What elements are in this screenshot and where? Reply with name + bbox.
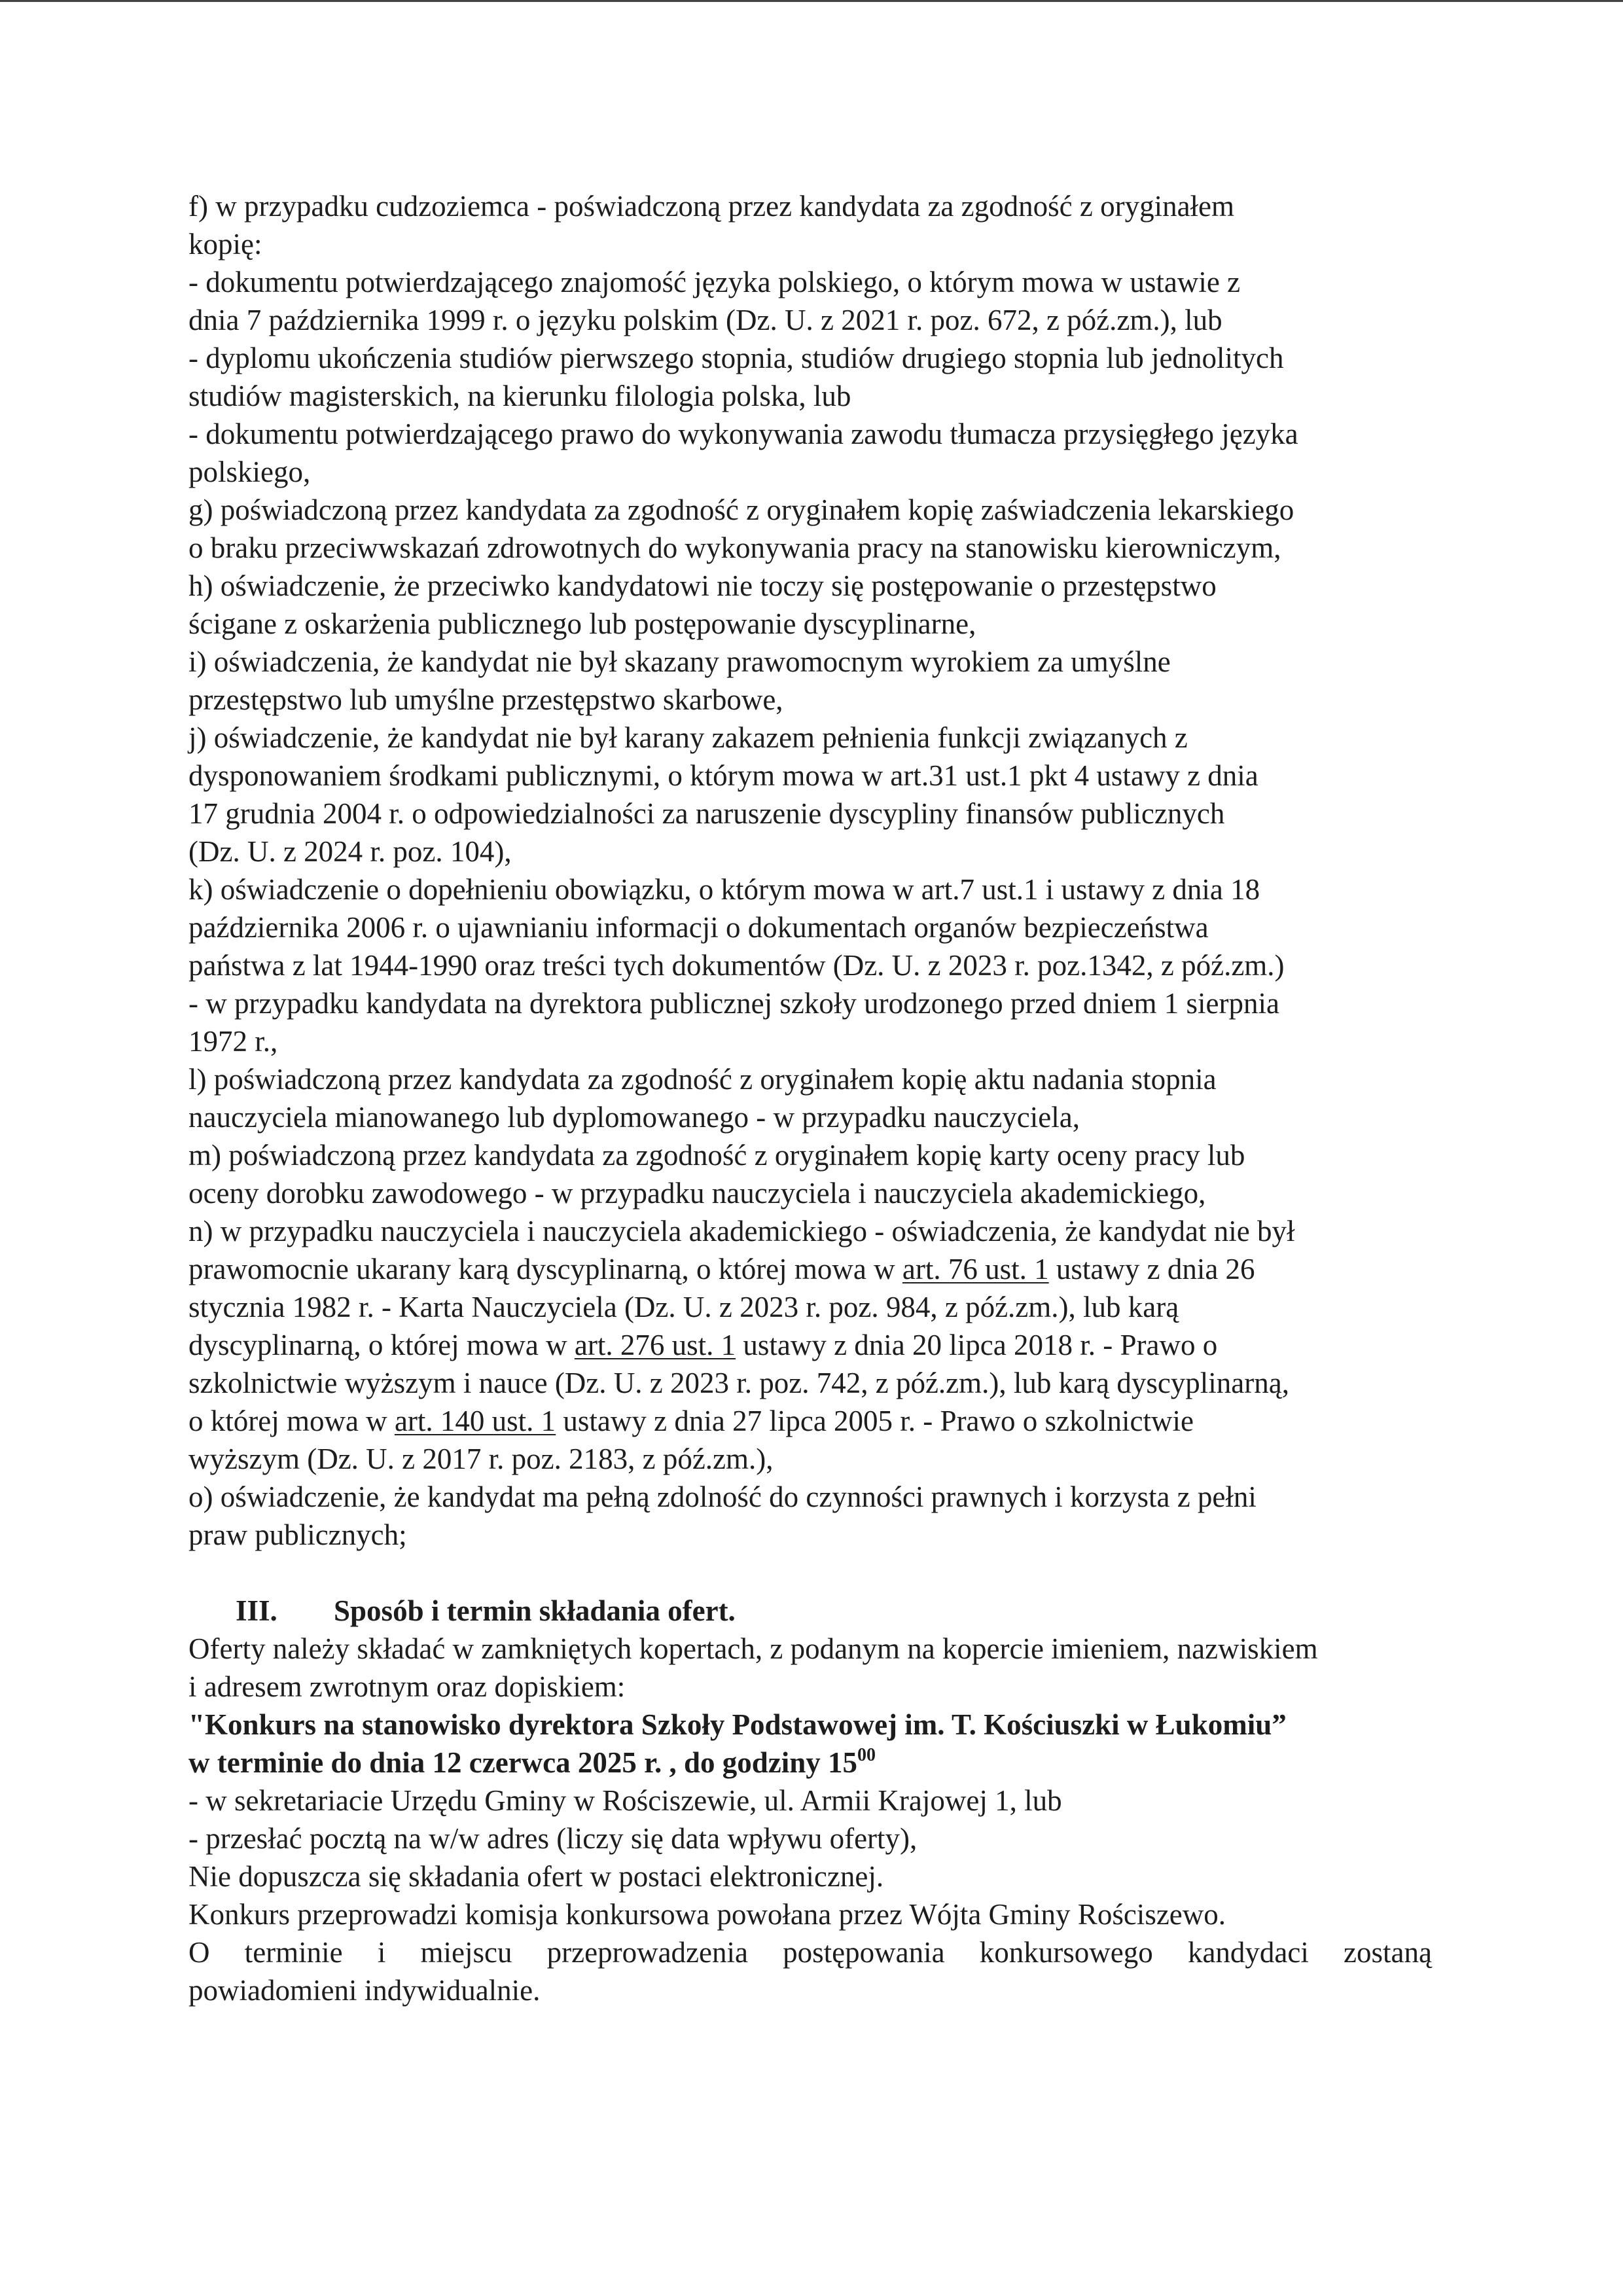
section-gap	[188, 1554, 1432, 1592]
item-o-line: o) oświadczenie, że kandydat ma pełną zdolność do czynności prawnych i korzysta z pełni	[188, 1480, 1257, 1513]
item-n-text: ustawy z dnia 20 lipca 2018 r. - Prawo o	[736, 1329, 1218, 1361]
item-f-line: - dokumentu potwierdzającego prawo do wykonywania zawodu tłumacza przysięgłego języka	[188, 418, 1298, 450]
document-page	[188, 187, 1432, 2009]
section-3-heading	[188, 1592, 1432, 1630]
item-g-line: g) poświadczoną przez kandydata za zgodność z oryginałem kopię zaświadczenia lekarskiego	[188, 493, 1294, 526]
art-140-link[interactable]: art. 140 ust. 1	[394, 1405, 556, 1437]
item-f-line: - dyplomu ukończenia studiów pierwszego stopnia, studiów drugiego stopnia lub jednolitych	[188, 342, 1284, 374]
item-o-line: praw publicznych;	[188, 1518, 407, 1551]
item-k-line: 1972 r.,	[188, 1025, 278, 1058]
item-n-line: n) w przypadku nauczyciela i nauczyciela akademickiego - oświadczenia, że kandydat nie był	[188, 1215, 1295, 1247]
section-3-detail-line: - przesłać pocztą na w/w adres (liczy się data wpływu oferty),	[188, 1822, 918, 1855]
item-f-line: dnia 7 października 1999 r. o języku polskim (Dz. U. z 2021 r. poz. 672, z póź.zm.), lub	[188, 304, 1222, 336]
item-j-line: (Dz. U. z 2024 r. poz. 104),	[188, 835, 512, 868]
section-3-detail-line: - w sekretariacie Urzędu Gminy w Rościszewie, ul. Armii Krajowej 1, lub	[188, 1784, 1062, 1817]
item-n-line	[188, 1250, 1432, 1288]
item-l-line: l) poświadczoną przez kandydata za zgodność z oryginałem kopię aktu nadania stopnia	[188, 1063, 1217, 1096]
item-f-line: studiów magisterskich, na kierunku filologia polska, lub	[188, 380, 851, 412]
section-3-body	[188, 1630, 1432, 2009]
item-n-text: dyscyplinarną, o której mowa w	[188, 1329, 575, 1361]
item-k-line: k) oświadczenie o dopełnieniu obowiązku, o którym mowa w art.7 ust.1 i ustawy z dnia 18	[188, 873, 1260, 906]
item-k	[188, 870, 1432, 1060]
item-n-line	[188, 1326, 1432, 1364]
item-m-line: m) poświadczoną przez kandydata za zgodność z oryginałem kopię karty oceny pracy lub	[188, 1139, 1245, 1172]
item-n	[188, 1212, 1432, 1478]
deadline-line	[188, 1744, 1432, 1782]
item-f	[188, 187, 1432, 491]
item-j-line: j) oświadczenie, że kandydat nie był karany zakazem pełnienia funkcji związanych z	[188, 721, 1188, 754]
item-n-text: ustawy z dnia 26	[1048, 1253, 1255, 1285]
deadline-text: w terminie do dnia 12 czerwca 2025 r. , do godziny 15	[188, 1746, 858, 1779]
section-3-final-line: O terminie i miejscu przeprowadzenia postępowania konkursowego kandydaci zostaną	[188, 1936, 1432, 1969]
item-f-line: - dokumentu potwierdzającego znajomość języka polskiego, o którym mowa w ustawie z	[188, 266, 1241, 298]
item-n-text: ustawy z dnia 27 lipca 2005 r. - Prawo o szkolnictwie	[556, 1405, 1194, 1437]
item-g-line: o braku przeciwwskazań zdrowotnych do wykonywania pracy na stanowisku kierowniczym,	[188, 531, 1281, 564]
item-n-line: wyższym (Dz. U. z 2017 r. poz. 2183, z póź.zm.),	[188, 1443, 774, 1475]
item-h	[188, 567, 1432, 643]
item-i-line: i) oświadczenia, że kandydat nie był skazany prawomocnym wyrokiem za umyślne	[188, 645, 1171, 678]
item-f-line: polskiego,	[188, 456, 311, 488]
item-f-line: kopię:	[188, 228, 262, 260]
section-3-final-line: powiadomieni indywidualnie.	[188, 1974, 541, 2007]
item-j-line: dysponowaniem środkami publicznymi, o którym mowa w art.31 ust.1 pkt 4 ustawy z dnia	[188, 759, 1258, 792]
item-j-line: 17 grudnia 2004 r. o odpowiedzialności za naruszenie dyscypliny finansów publicznych	[188, 797, 1225, 830]
art-276-link[interactable]: art. 276 ust. 1	[574, 1329, 736, 1361]
item-o	[188, 1478, 1432, 1554]
item-l	[188, 1060, 1432, 1136]
item-f-line: f) w przypadku cudzoziemca - poświadczoną przez kandydata za zgodność z oryginałem	[188, 190, 1235, 223]
item-n-line: stycznia 1982 r. - Karta Nauczyciela (Dz. U. z 2023 r. poz. 984, z póź.zm.), lub karą	[188, 1291, 1179, 1323]
section-3-intro-line: Oferty należy składać w zamkniętych kopertach, z podanym na kopercie imieniem, nazwiskiem	[188, 1632, 1318, 1665]
item-i	[188, 643, 1432, 719]
item-k-line: - w przypadku kandydata na dyrektora publicznej szkoły urodzonego przed dniem 1 sierpnia	[188, 987, 1279, 1020]
section-3-intro-line: i adresem zwrotnym oraz dopiskiem:	[188, 1670, 626, 1703]
item-l-line: nauczyciela mianowanego lub dyplomowanego - w przypadku nauczyciela,	[188, 1101, 1080, 1134]
item-n-line: szkolnictwie wyższym i nauce (Dz. U. z 2023 r. poz. 742, z póź.zm.), lub karą dyscyplinarną,	[188, 1367, 1289, 1399]
envelope-label-line: "Konkurs na stanowisko dyrektora Szkoły Podstawowej im. T. Kościuszki w Łukomiu”	[188, 1708, 1287, 1741]
item-g	[188, 491, 1432, 567]
page-top-edge	[0, 0, 1623, 2]
section-3-title: Sposób i termin składania ofert.	[334, 1594, 736, 1627]
item-n-line	[188, 1402, 1432, 1440]
item-n-text: prawomocnie ukarany karą dyscyplinarną, o której mowa w	[188, 1253, 902, 1285]
section-3-number: III.	[236, 1594, 277, 1627]
item-m	[188, 1136, 1432, 1212]
section-3-detail-line: Nie dopuszcza się składania ofert w postaci elektronicznej.	[188, 1860, 884, 1893]
item-m-line: oceny dorobku zawodowego - w przypadku nauczyciela i nauczyciela akademickiego,	[188, 1177, 1206, 1210]
item-i-line: przestępstwo lub umyślne przestępstwo skarbowe,	[188, 683, 783, 716]
deadline-minutes: 00	[857, 1745, 876, 1765]
item-n-text: o której mowa w	[188, 1405, 395, 1437]
item-k-line: państwa z lat 1944-1990 oraz treści tych dokumentów (Dz. U. z 2023 r. poz.1342, z póź.zm.)	[188, 949, 1285, 982]
item-k-line: października 2006 r. o ujawnianiu informacji o dokumentach organów bezpieczeństwa	[188, 911, 1209, 944]
item-j	[188, 719, 1432, 870]
item-h-line: ścigane z oskarżenia publicznego lub postępowanie dyscyplinarne,	[188, 607, 976, 640]
section-3-detail-line: Konkurs przeprowadzi komisja konkursowa powołana przez Wójta Gminy Rościszewo.	[188, 1898, 1226, 1931]
art-76-link[interactable]: art. 76 ust. 1	[902, 1253, 1049, 1285]
item-h-line: h) oświadczenie, że przeciwko kandydatowi nie toczy się postępowanie o przestępstwo	[188, 569, 1217, 602]
